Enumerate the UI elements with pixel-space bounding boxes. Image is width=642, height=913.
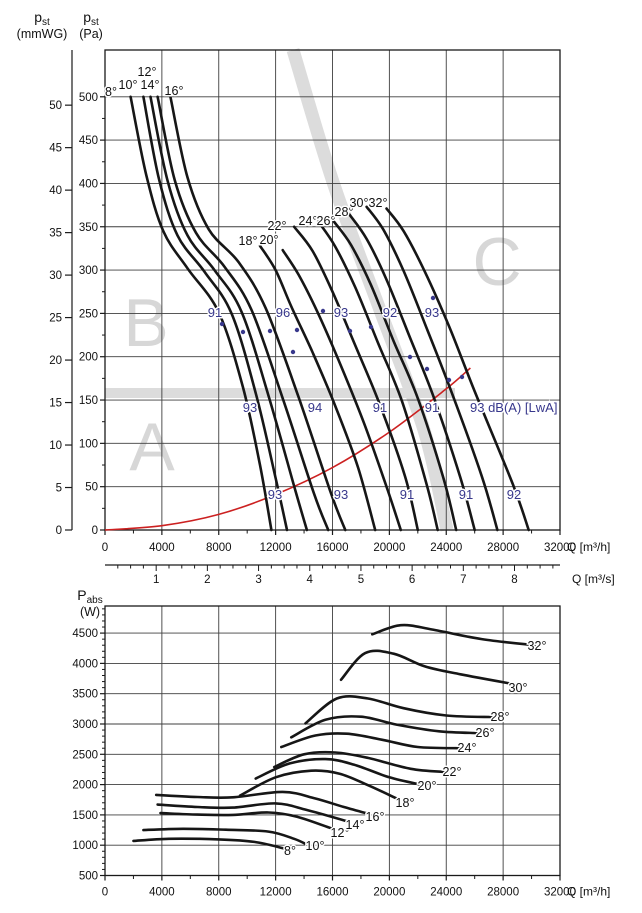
- noise-level-label: 93: [242, 400, 258, 415]
- svg-text:2: 2: [204, 574, 211, 586]
- angle-label-22°: 22°: [267, 219, 287, 233]
- x-axis-m3h: [102, 876, 611, 899]
- angle-label-24°: 24°: [298, 214, 318, 228]
- power-curve-24°: [281, 733, 460, 748]
- svg-text:28000: 28000: [487, 886, 520, 899]
- svg-text:200: 200: [78, 351, 98, 364]
- svg-text:(Pa): (Pa): [79, 27, 103, 41]
- noise-level-label: 91: [207, 305, 223, 320]
- svg-text:16000: 16000: [316, 542, 349, 554]
- svg-text:12000: 12000: [259, 886, 292, 899]
- svg-text:45: 45: [49, 142, 62, 155]
- svg-text:24000: 24000: [430, 886, 463, 899]
- noise-level-label: 94: [307, 400, 323, 415]
- y-axis-pa: [79, 92, 105, 537]
- angle-label-10°: 10°: [305, 839, 325, 853]
- svg-text:(W): (W): [79, 605, 101, 619]
- svg-text:500: 500: [78, 870, 98, 883]
- axis-header: [77, 587, 102, 619]
- power-curve-10°: [143, 829, 307, 845]
- x-axis-m3s: [105, 565, 615, 586]
- angle-label-30°: 30°: [508, 681, 528, 695]
- zone-letter-a: A: [129, 409, 175, 485]
- svg-text:100: 100: [78, 438, 98, 451]
- svg-text:10: 10: [49, 440, 62, 453]
- svg-text:300: 300: [78, 265, 98, 278]
- svg-text:Q [m³/h]: Q [m³/h]: [567, 540, 611, 554]
- noise-level-label: 91: [458, 487, 474, 502]
- axis-header: [79, 9, 103, 41]
- power-curve-8°: [133, 839, 285, 849]
- angle-label-18°: 18°: [238, 234, 258, 248]
- svg-text:450: 450: [78, 135, 98, 148]
- noise-dot: [295, 328, 299, 332]
- svg-text:50: 50: [49, 100, 62, 113]
- svg-text:20000: 20000: [373, 542, 406, 554]
- svg-text:15: 15: [49, 397, 62, 410]
- angle-label-8°: 8°: [105, 85, 117, 99]
- svg-text:4500: 4500: [72, 628, 98, 641]
- angle-label-10°: 10°: [118, 78, 138, 92]
- noise-level-label: 93 dB(A) [LwA]: [470, 400, 558, 415]
- operating-band-diagonal: [293, 50, 447, 530]
- svg-text:30: 30: [49, 270, 62, 283]
- svg-text:(mmWG): (mmWG): [16, 27, 68, 41]
- noise-level-label: 93: [267, 487, 283, 502]
- angle-label-24°: 24°: [457, 741, 477, 755]
- svg-text:24000: 24000: [430, 542, 463, 554]
- power-curve-32°: [372, 625, 534, 645]
- angle-label-8°: 8°: [284, 844, 296, 858]
- angle-label-18°: 18°: [395, 796, 415, 810]
- power-curve-28°: [305, 696, 491, 723]
- svg-text:35: 35: [49, 227, 62, 240]
- noise-level-label: 91: [424, 400, 440, 415]
- svg-text:6: 6: [408, 574, 416, 586]
- angle-label-16°: 16°: [365, 810, 385, 824]
- noise-level-label: 93: [424, 305, 440, 320]
- svg-text:Q [m³/s]: Q [m³/s]: [572, 572, 615, 586]
- svg-text:5: 5: [55, 482, 62, 495]
- pressure-chart: [49, 50, 614, 586]
- svg-text:40: 40: [49, 185, 62, 198]
- noise-dot: [369, 325, 373, 329]
- noise-level-label: 92: [506, 487, 522, 502]
- power-curve-30°: [341, 651, 513, 684]
- angle-label-20°: 20°: [259, 233, 279, 247]
- pressure-curve-24°: [318, 222, 440, 530]
- svg-text:3000: 3000: [72, 718, 98, 731]
- svg-text:4000: 4000: [149, 542, 175, 554]
- svg-text:32000: 32000: [544, 886, 576, 899]
- noise-dot: [220, 322, 224, 326]
- angle-label-32°: 32°: [368, 196, 388, 210]
- svg-text:500: 500: [78, 91, 98, 104]
- svg-text:20000: 20000: [373, 886, 406, 899]
- svg-text:8000: 8000: [205, 886, 232, 899]
- svg-text:350: 350: [78, 221, 98, 234]
- svg-text:16000: 16000: [316, 886, 349, 899]
- svg-text:2000: 2000: [72, 779, 98, 792]
- angle-label-22°: 22°: [442, 765, 462, 779]
- svg-text:20: 20: [49, 355, 62, 368]
- angle-label-16°: 16°: [164, 84, 184, 98]
- noise-level-label: 91: [399, 487, 415, 502]
- angle-label-30°: 30°: [349, 196, 369, 210]
- svg-text:25: 25: [49, 312, 62, 325]
- angle-label-12°: 12°: [137, 65, 157, 79]
- svg-text:4000: 4000: [149, 886, 175, 899]
- svg-text:3: 3: [255, 574, 262, 586]
- noise-dot: [425, 367, 429, 371]
- x-axis-m3h: [102, 530, 611, 554]
- svg-text:150: 150: [78, 395, 98, 408]
- noise-level-label: 92: [382, 305, 398, 320]
- svg-text:8: 8: [511, 574, 518, 586]
- svg-text:3500: 3500: [72, 688, 98, 701]
- svg-text:400: 400: [78, 178, 98, 191]
- noise-dot: [241, 330, 245, 334]
- svg-text:0: 0: [101, 542, 109, 554]
- noise-dot: [460, 375, 464, 379]
- noise-level-label: 93: [333, 487, 349, 502]
- angle-label-32°: 32°: [527, 639, 547, 653]
- svg-text:1: 1: [152, 574, 160, 586]
- axis-header: [17, 9, 68, 41]
- noise-dot: [447, 378, 451, 382]
- noise-dot: [268, 329, 272, 333]
- svg-text:5: 5: [357, 574, 365, 586]
- angle-label-20°: 20°: [417, 779, 437, 793]
- y-axis-w: [72, 609, 105, 883]
- power-curve-16°: [156, 792, 368, 814]
- svg-text:7: 7: [460, 574, 467, 586]
- svg-text:4: 4: [306, 574, 313, 586]
- svg-text:Q [m³/h]: Q [m³/h]: [567, 884, 611, 899]
- svg-text:250: 250: [78, 308, 98, 321]
- noise-dot: [348, 329, 352, 333]
- noise-dot: [408, 355, 412, 359]
- zone-letter-b: B: [123, 285, 169, 361]
- svg-text:pst: $p_{st}$: [83, 9, 99, 28]
- svg-text:0: 0: [101, 886, 109, 899]
- angle-label-12°: 12°: [330, 826, 350, 840]
- noise-dot: [291, 350, 295, 354]
- power-chart: [72, 606, 610, 899]
- noise-level-label: 91: [372, 400, 388, 415]
- svg-text:28000: 28000: [487, 542, 520, 554]
- noise-level-label: 96: [275, 305, 291, 320]
- svg-text:1500: 1500: [72, 809, 98, 822]
- angle-label-14°: 14°: [345, 818, 365, 832]
- noise-dot: [321, 309, 325, 313]
- svg-text:12000: 12000: [259, 542, 292, 554]
- angle-label-28°: 28°: [334, 205, 354, 219]
- svg-text:8000: 8000: [205, 542, 232, 554]
- angle-label-26°: 26°: [475, 726, 495, 740]
- svg-text:2500: 2500: [72, 749, 98, 762]
- svg-text:Pabs: $P_{abs}$: [77, 587, 103, 606]
- svg-text:4000: 4000: [72, 658, 98, 671]
- svg-text:50: 50: [85, 481, 98, 494]
- svg-text:pst: $p_{st}$: [34, 9, 50, 28]
- svg-text:1000: 1000: [72, 840, 98, 853]
- noise-level-label: 93: [333, 305, 349, 320]
- zone-letter-c: C: [472, 224, 522, 300]
- angle-label-28°: 28°: [490, 710, 510, 724]
- angle-label-26°: 26°: [316, 214, 336, 228]
- svg-text:0: 0: [55, 525, 62, 537]
- y-axis-mmwg: [49, 50, 72, 537]
- noise-dot: [431, 296, 435, 300]
- angle-label-14°: 14°: [140, 78, 160, 92]
- svg-text:32000: 32000: [544, 542, 576, 554]
- svg-text:0: 0: [91, 525, 98, 537]
